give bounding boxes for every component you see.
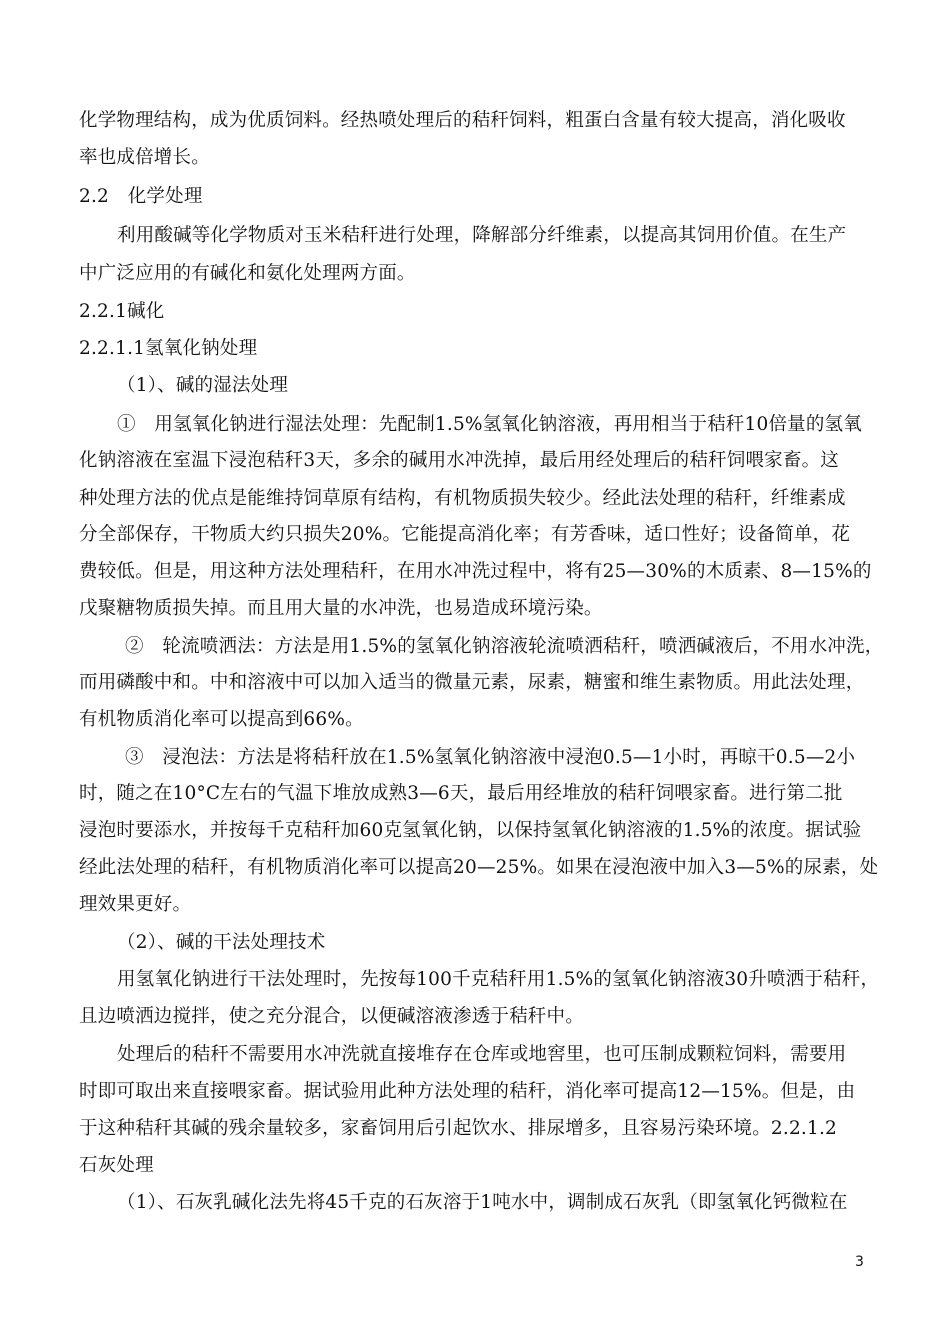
text-line: 理效果更好。 [79, 894, 192, 915]
section-heading: 2.2 化学处理 [79, 186, 203, 207]
text-line: 种处理方法的优点是能维持饲草原有结构，有机物质损失较少。经此法处理的秸秆，纤维素成 [79, 488, 846, 509]
text-line: 处理后的秸秆不需要用水冲洗就直接堆存在仓库或地窖里，也可压制成颗粒饲料，需要用 [117, 1044, 847, 1065]
subsection-heading: （1）、碱的湿法处理 [117, 375, 289, 396]
text-line: 有机物质消化率可以提高到66%。 [79, 709, 364, 730]
section-heading: 2.2.1碱化 [79, 301, 165, 322]
section-heading: 石灰处理 [79, 1155, 154, 1176]
text-line: ② 轮流喷洒法：方法是用1.5%的氢氧化钠溶液轮流喷洒秸秆，喷洒碱液后，不用水冲洗， [125, 636, 884, 657]
text-line: 戊聚糖物质损失掉。而且用大量的水冲洗，也易造成环境污染。 [79, 598, 603, 619]
text-line: 中广泛应用的有碱化和氨化处理两方面。 [79, 263, 416, 284]
text-line: 时即可取出来直接喂家畜。据试验用此种方法处理的秸秆，消化率可提高12—15%。但是，由 [79, 1081, 856, 1102]
text-line: 浸泡时要添水，并按每千克秸秆加60克氢氧化钠，以保持氢氧化钠溶液的1.5%的浓度。据试验 [79, 820, 862, 841]
text-line: 化学物理结构，成为优质饲料。经热喷处理后的秸秆饲料，粗蛋白含量有较大提高，消化吸收 [79, 110, 846, 131]
subsection-heading: （2）、碱的干法处理技术 [117, 932, 326, 953]
text-line: 费较低。但是，用这种方法处理秸秆，在用水冲洗过程中，将有25—30%的木质素、8—15%的 [79, 561, 872, 582]
text-line: 时，随之在10°C左右的气温下堆放成熟3—6天，最后用经堆放的秸秆饲喂家畜。进行第二批 [79, 783, 843, 804]
text-line: ③ 浸泡法：方法是将秸秆放在1.5%氢氧化钠溶液中浸泡0.5—1小时，再晾干0.5—2小 [125, 747, 856, 768]
page-number: 3 [855, 1254, 864, 1270]
text-line: 且边喷洒边搅拌，使之充分混合，以便碱溶液渗透于秸秆中。 [79, 1006, 584, 1027]
text-line: 于这种秸秆其碱的残余量较多，家畜饲用后引起饮水、排尿增多，且容易污染环境。2.2.1.2 [79, 1118, 838, 1139]
text-line: 利用酸碱等化学物质对玉米秸秆进行处理，降解部分纤维素，以提高其饲用价值。在生产 [117, 225, 847, 246]
text-line: （1）、石灰乳碱化法先将45千克的石灰溶于1吨水中，调制成石灰乳（即氢氧化钙微粒在 [117, 1192, 848, 1213]
text-line: 率也成倍增长。 [79, 147, 210, 168]
text-line: 用氢氧化钠进行干法处理时，先按每100千克秸秆用1.5%的氢氧化钠溶液30升喷洒于秸秆， [117, 969, 880, 990]
text-line: 而用磷酸中和。中和溶液中可以加入适当的微量元素，尿素，糖蜜和维生素物质。用此法处理， [79, 672, 865, 693]
text-line: 分全部保存，干物质大约只损失20%。它能提高消化率；有芳香味，适口性好；设备简单，花 [79, 524, 851, 545]
text-line: 经此法处理的秸秆，有机物质消化率可以提高20—25%。如果在浸泡液中加入3—5%的尿素，处 [79, 857, 879, 878]
text-line: ① 用氢氧化钠进行湿法处理：先配制1.5%氢氧化钠溶液，再用相当于秸秆10倍量的氢氧 [117, 414, 862, 435]
section-heading: 2.2.1.1氢氧化钠处理 [79, 338, 258, 359]
text-line: 化钠溶液在室温下浸泡秸秆3天，多余的碱用水冲洗掉，最后用经处理后的秸秆饲喂家畜。这 [79, 450, 839, 471]
